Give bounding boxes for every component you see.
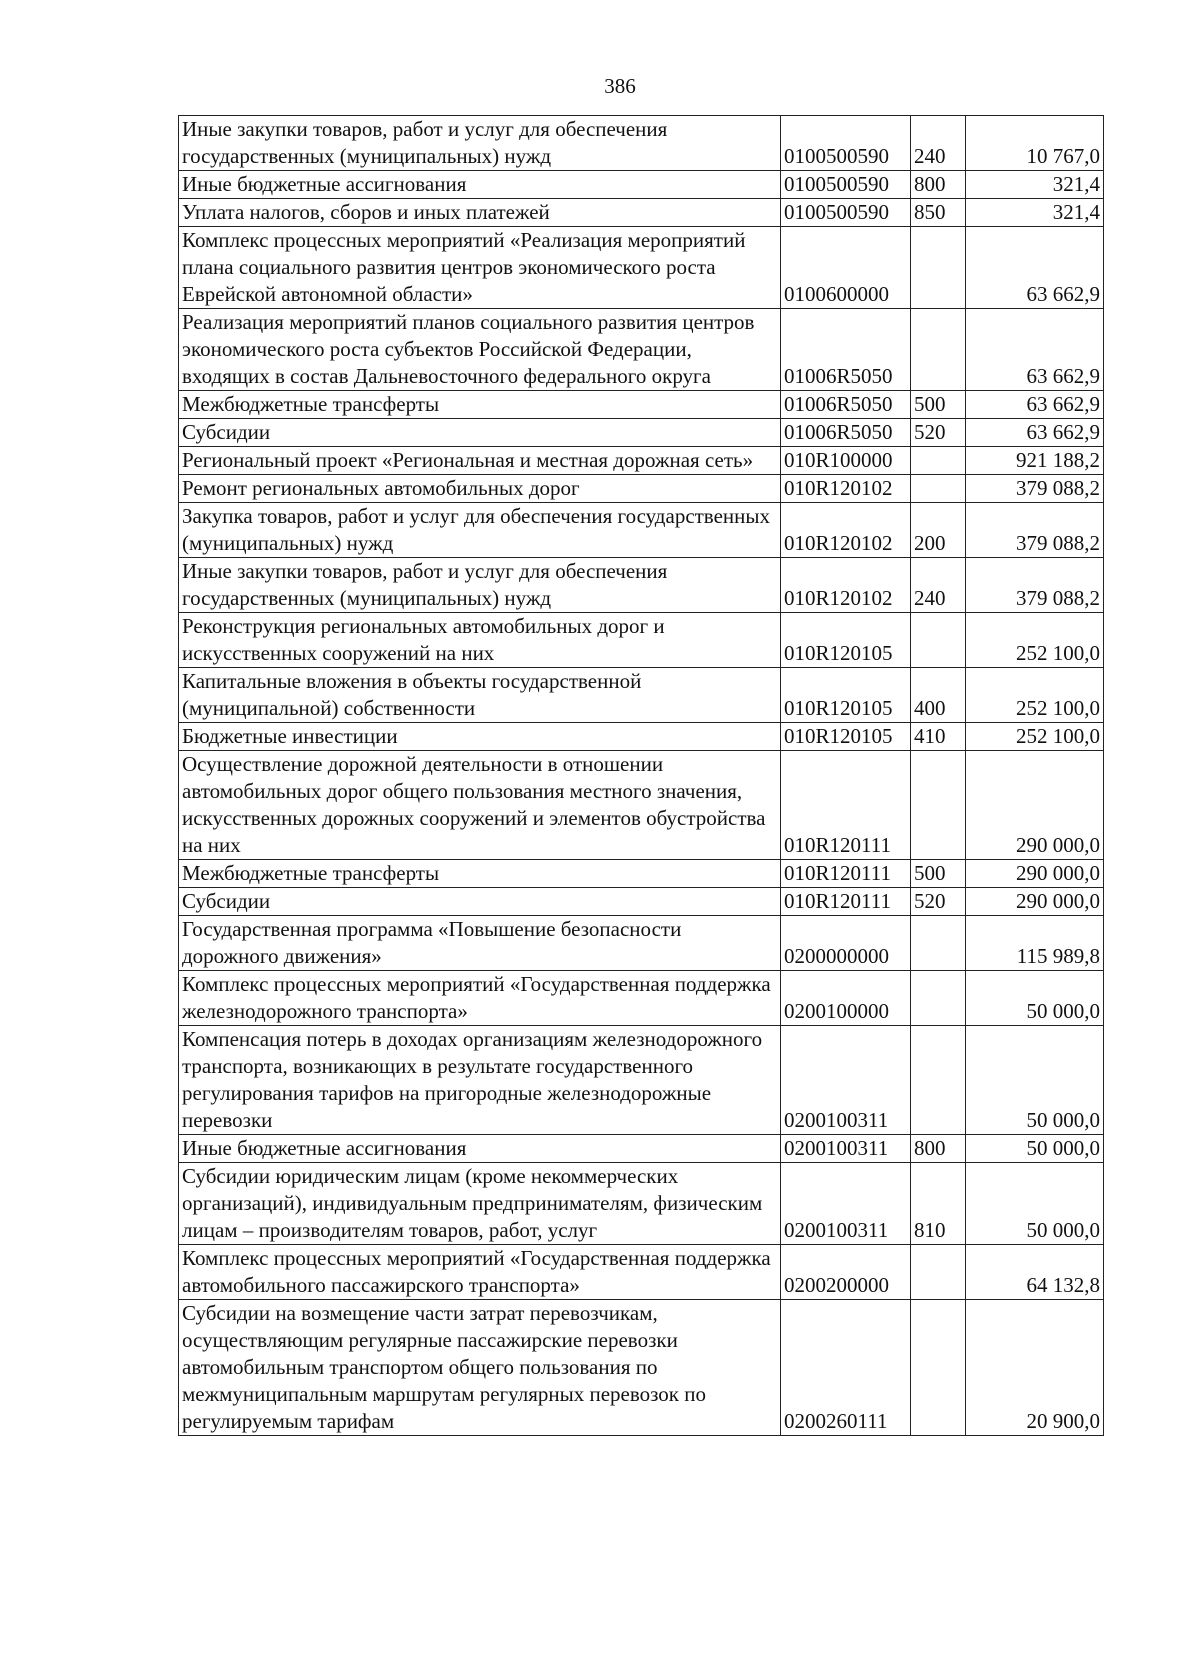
cell-amount: 921 188,2 (966, 447, 1104, 475)
cell-code: 01006R5050 (781, 309, 911, 391)
cell-code: 0200100311 (781, 1163, 911, 1245)
cell-name: Бюджетные инвестиции (179, 723, 781, 751)
cell-code: 0100500590 (781, 116, 911, 171)
cell-type: 500 (911, 391, 966, 419)
cell-code: 0100600000 (781, 227, 911, 309)
table-row (179, 1135, 1104, 1163)
cell-type: 520 (911, 888, 966, 916)
cell-type: 400 (911, 668, 966, 723)
cell-amount: 321,4 (966, 171, 1104, 199)
cell-type (911, 613, 966, 668)
cell-amount: 252 100,0 (966, 668, 1104, 723)
cell-amount: 290 000,0 (966, 860, 1104, 888)
cell-amount: 379 088,2 (966, 475, 1104, 503)
cell-amount: 379 088,2 (966, 558, 1104, 613)
table-row (179, 116, 1104, 171)
cell-code: 010R100000 (781, 447, 911, 475)
table-row (179, 613, 1104, 668)
cell-type (911, 309, 966, 391)
cell-name: Субсидии (179, 888, 781, 916)
cell-amount: 50 000,0 (966, 1163, 1104, 1245)
cell-amount: 252 100,0 (966, 723, 1104, 751)
cell-name: Иные закупки товаров, работ и услуг для обеспечения государственных (муниципальных) нужд (179, 558, 781, 613)
cell-amount: 50 000,0 (966, 971, 1104, 1026)
cell-code: 01006R5050 (781, 391, 911, 419)
cell-amount: 290 000,0 (966, 888, 1104, 916)
cell-amount: 50 000,0 (966, 1026, 1104, 1135)
table-row (179, 888, 1104, 916)
cell-amount: 63 662,9 (966, 227, 1104, 309)
cell-code: 010R120105 (781, 613, 911, 668)
table-row (179, 171, 1104, 199)
cell-type: 810 (911, 1163, 966, 1245)
cell-code: 0200000000 (781, 916, 911, 971)
cell-code: 010R120102 (781, 558, 911, 613)
table-row (179, 751, 1104, 860)
cell-name: Иные бюджетные ассигнования (179, 171, 781, 199)
cell-type: 800 (911, 171, 966, 199)
table-row (179, 1245, 1104, 1300)
cell-type (911, 751, 966, 860)
cell-amount: 20 900,0 (966, 1300, 1104, 1436)
cell-type (911, 916, 966, 971)
cell-type: 500 (911, 860, 966, 888)
cell-name: Иные закупки товаров, работ и услуг для обеспечения государственных (муниципальных) нужд (179, 116, 781, 171)
cell-amount: 63 662,9 (966, 391, 1104, 419)
cell-type: 200 (911, 503, 966, 558)
table-row (179, 860, 1104, 888)
cell-type: 520 (911, 419, 966, 447)
cell-type (911, 1300, 966, 1436)
cell-name: Комплекс процессных мероприятий «Государственная поддержка автомобильного пассажирского транспорта» (179, 1245, 781, 1300)
cell-name: Закупка товаров, работ и услуг для обеспечения государственных (муниципальных) нужд (179, 503, 781, 558)
cell-amount: 63 662,9 (966, 309, 1104, 391)
cell-code: 010R120105 (781, 723, 911, 751)
cell-amount: 63 662,9 (966, 419, 1104, 447)
cell-name: Реализация мероприятий планов социального развития центров экономического роста субъектов Российской Федерации, входящих в состав Дальневосточного федерального округа (179, 309, 781, 391)
cell-code: 010R120111 (781, 860, 911, 888)
table-row (179, 971, 1104, 1026)
cell-amount: 290 000,0 (966, 751, 1104, 860)
cell-code: 0200200000 (781, 1245, 911, 1300)
cell-type: 800 (911, 1135, 966, 1163)
cell-code: 0200100311 (781, 1135, 911, 1163)
cell-type: 410 (911, 723, 966, 751)
cell-amount: 50 000,0 (966, 1135, 1104, 1163)
cell-amount: 252 100,0 (966, 613, 1104, 668)
table-row (179, 199, 1104, 227)
table-row (179, 309, 1104, 391)
cell-amount: 64 132,8 (966, 1245, 1104, 1300)
cell-name: Уплата налогов, сборов и иных платежей (179, 199, 781, 227)
table-row (179, 227, 1104, 309)
table-row (179, 391, 1104, 419)
cell-name: Комплекс процессных мероприятий «Государственная поддержка железнодорожного транспорта» (179, 971, 781, 1026)
cell-name: Региональный проект «Региональная и местная дорожная сеть» (179, 447, 781, 475)
cell-code: 010R120102 (781, 503, 911, 558)
cell-code: 0200260111 (781, 1300, 911, 1436)
table-row (179, 723, 1104, 751)
cell-type (911, 1245, 966, 1300)
cell-code: 0200100311 (781, 1026, 911, 1135)
cell-type (911, 447, 966, 475)
table-row (179, 916, 1104, 971)
cell-name: Иные бюджетные ассигнования (179, 1135, 781, 1163)
cell-type (911, 475, 966, 503)
table-row (179, 668, 1104, 723)
table-body (179, 116, 1104, 1436)
cell-type (911, 1026, 966, 1135)
table-row (179, 558, 1104, 613)
table-row (179, 419, 1104, 447)
cell-name: Комплекс процессных мероприятий «Реализация мероприятий плана социального развития центров экономического роста Еврейской автономной области» (179, 227, 781, 309)
cell-code: 0200100000 (781, 971, 911, 1026)
table-row (179, 1026, 1104, 1135)
cell-name: Субсидии (179, 419, 781, 447)
cell-amount: 115 989,8 (966, 916, 1104, 971)
cell-amount: 10 767,0 (966, 116, 1104, 171)
cell-type (911, 971, 966, 1026)
cell-name: Межбюджетные трансферты (179, 860, 781, 888)
cell-code: 010R120111 (781, 888, 911, 916)
cell-type (911, 227, 966, 309)
cell-name: Осуществление дорожной деятельности в отношении автомобильных дорог общего пользования местного значения, искусственных дорожных сооружений и элементов обустройства на них (179, 751, 781, 860)
cell-type: 240 (911, 116, 966, 171)
cell-name: Реконструкция региональных автомобильных дорог и искусственных сооружений на них (179, 613, 781, 668)
cell-amount: 321,4 (966, 199, 1104, 227)
cell-code: 0100500590 (781, 171, 911, 199)
table-row (179, 503, 1104, 558)
table-row (179, 1300, 1104, 1436)
cell-code: 0100500590 (781, 199, 911, 227)
table-row (179, 475, 1104, 503)
table-row (179, 447, 1104, 475)
table-row (179, 1163, 1104, 1245)
cell-type: 850 (911, 199, 966, 227)
page-number: 386 (604, 74, 636, 98)
cell-code: 010R120111 (781, 751, 911, 860)
cell-name: Компенсация потерь в доходах организациям железнодорожного транспорта, возникающих в результате государственного регулирования тарифов на пригородные железнодорожные перевозки (179, 1026, 781, 1135)
cell-code: 010R120105 (781, 668, 911, 723)
cell-name: Субсидии на возмещение части затрат перевозчикам, осуществляющим регулярные пассажирские перевозки автомобильным транспортом общего пользования по межмуниципальным маршрутам регулярных перевозок по регулируемым тарифам (179, 1300, 781, 1436)
cell-amount: 379 088,2 (966, 503, 1104, 558)
cell-name: Субсидии юридическим лицам (кроме некоммерческих организаций), индивидуальным предпринимателям, физическим лицам – производителям товаров, работ, услуг (179, 1163, 781, 1245)
budget-table (178, 115, 1104, 1436)
cell-name: Межбюджетные трансферты (179, 391, 781, 419)
cell-name: Государственная программа «Повышение безопасности дорожного движения» (179, 916, 781, 971)
cell-code: 01006R5050 (781, 419, 911, 447)
cell-name: Ремонт региональных автомобильных дорог (179, 475, 781, 503)
cell-name: Капитальные вложения в объекты государственной (муниципальной) собственности (179, 668, 781, 723)
cell-type: 240 (911, 558, 966, 613)
cell-code: 010R120102 (781, 475, 911, 503)
